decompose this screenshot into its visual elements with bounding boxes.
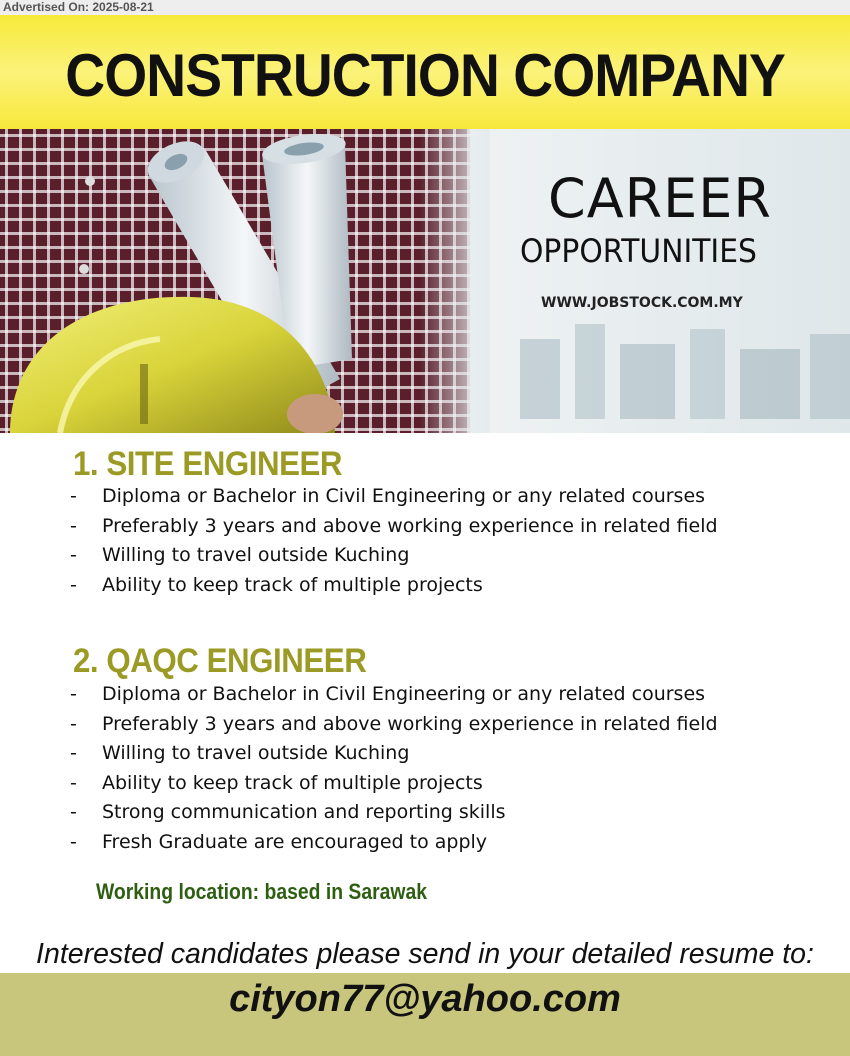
company-banner	[0, 15, 850, 129]
hero-image	[0, 129, 850, 433]
bullet: -	[70, 830, 77, 853]
working-location: Working location: based in Sarawak	[96, 879, 428, 904]
bullet: -	[70, 771, 77, 794]
opportunities-heading: OPPORTUNITIES	[520, 232, 757, 270]
list-item: - Preferably 3 years and above working experience in related field	[70, 512, 718, 542]
bullet: -	[70, 712, 77, 735]
job-title-site-engineer: 1. SITE ENGINEER	[73, 445, 343, 483]
list-item: - Diploma or Bachelor in Civil Engineering or any related courses	[70, 680, 718, 710]
list-item: - Ability to keep track of multiple projects	[70, 769, 718, 799]
list-item: - Strong communication and reporting skills	[70, 798, 718, 828]
list-item: - Diploma or Bachelor in Civil Engineering or any related courses	[70, 482, 718, 512]
list-item: - Willing to travel outside Kuching	[70, 739, 718, 769]
list-item: - Willing to travel outside Kuching	[70, 541, 718, 571]
bullet: -	[70, 801, 77, 824]
hand	[287, 394, 343, 433]
bullet: -	[70, 485, 77, 507]
list-item: - Preferably 3 years and above working experience in related field	[70, 710, 718, 740]
job-title-qaqc-engineer: 2. QAQC ENGINEER	[73, 642, 367, 680]
application-instruction: Interested candidates please send in your detailed resume to:	[36, 938, 814, 970]
bullet: -	[70, 514, 77, 537]
bullet: -	[70, 742, 77, 765]
bullet: -	[70, 573, 77, 596]
background-city	[520, 324, 850, 419]
bullet: -	[70, 683, 77, 705]
email-banner	[0, 973, 850, 1056]
website-url: WWW.JOBSTOCK.COM.MY	[541, 295, 743, 311]
contact-email[interactable]: cityon77@yahoo.com	[229, 978, 621, 1020]
list-item: - Fresh Graduate are encouraged to apply	[70, 828, 718, 858]
requirements-list-site-engineer	[70, 482, 718, 600]
list-item: - Ability to keep track of multiple projects	[70, 571, 718, 601]
company-name: CONSTRUCTION COMPANY	[65, 42, 785, 109]
requirements-list-qaqc-engineer	[70, 680, 718, 858]
career-heading: CAREER	[548, 167, 772, 230]
bullet: -	[70, 544, 77, 567]
advertised-date: Advertised On: 2025-08-21	[0, 0, 850, 15]
